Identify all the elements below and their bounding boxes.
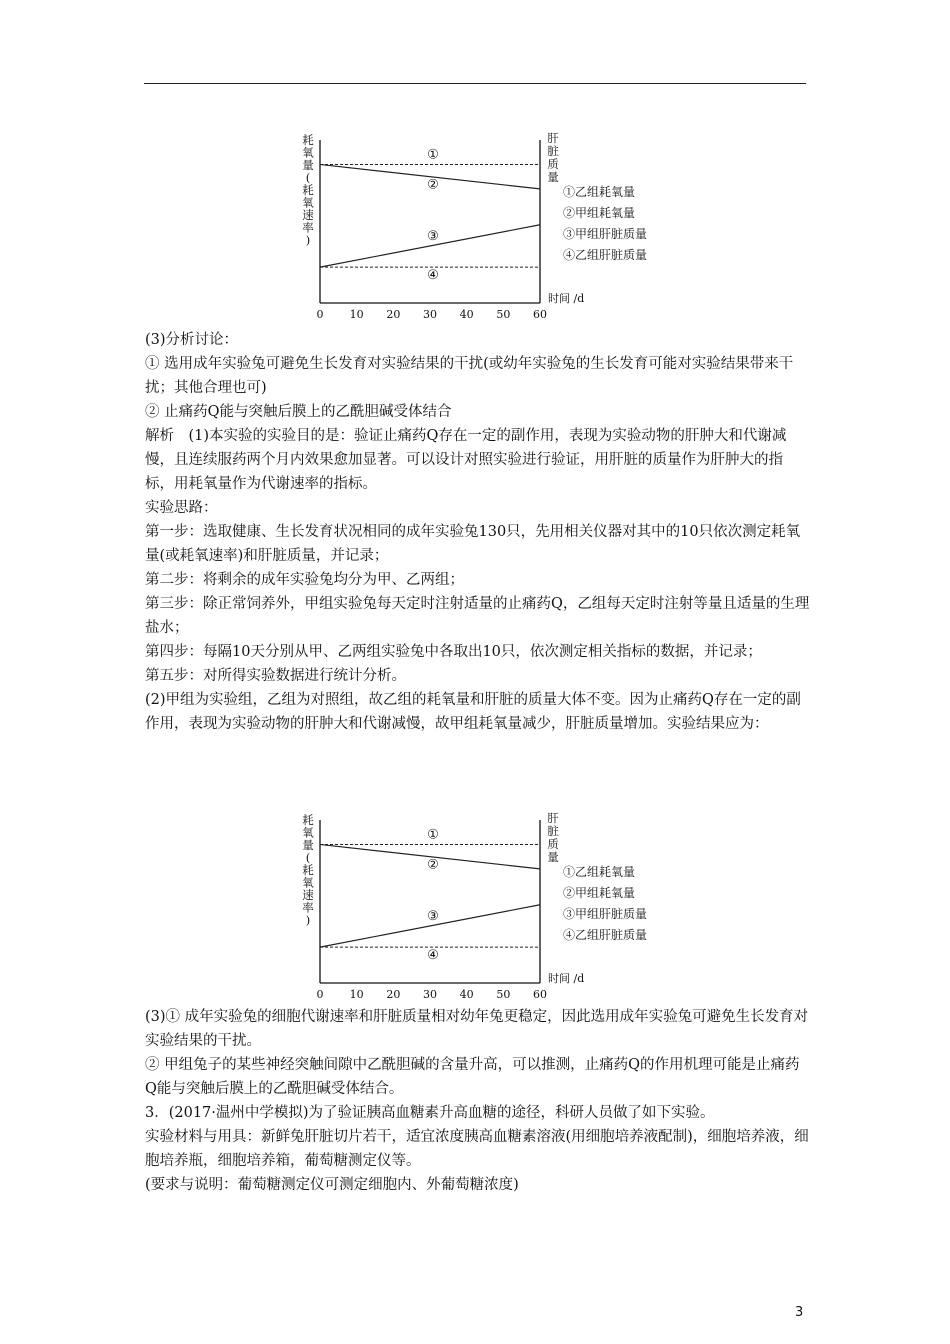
y-axis-label-left-char: 率 bbox=[302, 900, 314, 915]
legend-entry: ①乙组耗氧量 bbox=[563, 865, 636, 879]
y-axis-label-right-char: 肝 bbox=[547, 131, 559, 145]
y-axis-label-left-char: 氧 bbox=[302, 825, 314, 840]
y-axis-label-left-char: 耗 bbox=[302, 863, 314, 877]
paragraph: ② 甲组兔子的某些神经突触间隙中乙酰胆碱的含量升高，可以推测，止痛药Q的作用机理可能是止痛药Q能与突触后膜上的乙酰胆碱受体结合。 bbox=[145, 1057, 800, 1097]
x-tick-label: 0 bbox=[316, 308, 324, 321]
x-tick-label: 50 bbox=[496, 308, 511, 321]
y-axis-label-left-char: 耗 bbox=[302, 813, 314, 827]
x-tick-label: 60 bbox=[533, 988, 547, 1001]
legend-entry: ③甲组肝脏质量 bbox=[563, 907, 648, 921]
y-axis-label-right-char: 肝 bbox=[547, 811, 559, 825]
series-marker-label: ① bbox=[427, 827, 439, 843]
legend-entry: ③甲组肝脏质量 bbox=[563, 227, 648, 241]
x-axis-label: 时间 /d bbox=[548, 292, 585, 305]
legend-entry: ①乙组耗氧量 bbox=[563, 185, 636, 199]
y-axis-label-right-char: 脏 bbox=[547, 144, 559, 158]
legend-entry: ④乙组肝脏质量 bbox=[563, 248, 648, 262]
y-axis-label-left-char: ) bbox=[305, 233, 311, 247]
y-axis-label-left-char: ) bbox=[305, 913, 311, 927]
x-tick-label: 0 bbox=[316, 988, 324, 1001]
text-block-1 bbox=[145, 328, 810, 736]
x-tick-label: 20 bbox=[386, 308, 401, 321]
x-tick-label: 30 bbox=[423, 308, 437, 321]
paragraph: (2)甲组为实验组，乙组为对照组，故乙组的耗氧量和肝脏的质量大体不变。因为止痛药Q存在一定的副作用，表现为实验动物的肝肿大和代谢减慢，故甲组耗氧量减少，肝脏质量增加。实验结果应为： bbox=[145, 692, 801, 732]
paragraph: (3)分析讨论： bbox=[145, 332, 239, 348]
paragraph: 实验思路： bbox=[145, 500, 218, 516]
x-tick-label: 20 bbox=[386, 988, 401, 1001]
paragraph: 第四步：每隔10天分别从甲、乙两组实验兔中各取出10只，依次测定相关指标的数据，并记录； bbox=[145, 644, 762, 660]
page-number: 3 bbox=[795, 1305, 804, 1320]
paragraph: (要求与说明：葡萄糖测定仪可测定细胞内、外葡萄糖浓度) bbox=[145, 1177, 519, 1193]
series-marker-label: ④ bbox=[427, 948, 439, 964]
paragraph: ① 选用成年实验兔可避免生长发育对实验结果的干扰(或幼年实验兔的生长发育可能对实验结果带来干扰；其他合理也可) bbox=[145, 356, 794, 396]
y-axis-label-left-char: 速 bbox=[302, 208, 314, 222]
paragraph: 第三步：除正常饲养外，甲组实验兔每天定时注射适量的止痛药Q，乙组每天定时注射等量且适量的生理盐水； bbox=[145, 596, 810, 636]
paragraph: 3．(2017·温州中学模拟)为了验证胰高血糖素升高血糖的途径，科研人员做了如下实验。 bbox=[145, 1105, 715, 1121]
x-tick-label: 40 bbox=[459, 988, 474, 1001]
y-axis-label-right-char: 量 bbox=[547, 850, 559, 864]
x-tick-label: 10 bbox=[349, 988, 364, 1001]
y-axis-label-left-char: 氧 bbox=[302, 145, 314, 160]
x-axis-label: 时间 /d bbox=[548, 972, 585, 985]
y-axis-label-left-char: 量 bbox=[302, 838, 314, 852]
paragraph: 第一步：选取健康、生长发育状况相同的成年实验兔130只，先用相关仪器对其中的10只依次测定耗氧量(或耗氧速率)和肝脏质量，并记录； bbox=[145, 524, 801, 564]
y-axis-label-right-char: 质 bbox=[547, 157, 559, 171]
x-tick-label: 60 bbox=[533, 308, 547, 321]
chart-svg bbox=[290, 810, 680, 1010]
paragraph: 实验材料与用具：新鲜兔肝脏切片若干，适宜浓度胰高血糖素溶液(用细胞培养液配制)，细胞培养液，细胞培养瓶，细胞培养箱，葡萄糖测定仪等。 bbox=[145, 1129, 809, 1169]
y-axis-label-left-char: 耗 bbox=[302, 183, 314, 197]
y-axis-label-right-char: 脏 bbox=[547, 824, 559, 838]
paragraph: (3)① 成年实验兔的细胞代谢速率和肝脏质量相对幼年兔更稳定，因此选用成年实验兔可避免生长发育对实验结果的干扰。 bbox=[145, 1009, 809, 1049]
y-axis-label-left-char: 量 bbox=[302, 158, 314, 172]
y-axis-label-left-char: 氧 bbox=[302, 195, 314, 210]
chart-result-1 bbox=[290, 130, 680, 330]
y-axis-label-left-char: 速 bbox=[302, 888, 314, 902]
series-marker-label: ④ bbox=[427, 268, 439, 284]
paragraph: 第五步：对所得实验数据进行统计分析。 bbox=[145, 668, 406, 684]
y-axis-label-left-char: ( bbox=[305, 170, 311, 185]
series-marker-label: ② bbox=[427, 177, 439, 193]
paragraph: 第二步：将剩余的成年实验兔均分为甲、乙两组； bbox=[145, 572, 464, 588]
y-axis-label-left-char: ( bbox=[305, 850, 311, 865]
legend-entry: ②甲组耗氧量 bbox=[563, 206, 636, 220]
series-marker-label: ② bbox=[427, 857, 439, 873]
x-tick-label: 40 bbox=[459, 308, 474, 321]
x-tick-label: 10 bbox=[349, 308, 364, 321]
chart-result-2 bbox=[290, 810, 680, 1010]
legend-entry: ④乙组肝脏质量 bbox=[563, 928, 648, 942]
series-marker-label: ① bbox=[427, 147, 439, 163]
text-block-2 bbox=[145, 1005, 810, 1197]
y-axis-label-left-char: 氧 bbox=[302, 875, 314, 890]
paragraph: ② 止痛药Q能与突触后膜上的乙酰胆碱受体结合 bbox=[145, 404, 452, 420]
x-tick-label: 50 bbox=[496, 988, 511, 1001]
series-marker-label: ③ bbox=[427, 228, 439, 244]
series-marker-label: ③ bbox=[427, 908, 439, 924]
chart-svg bbox=[290, 130, 680, 330]
y-axis-label-left-char: 率 bbox=[302, 220, 314, 235]
y-axis-label-right-char: 量 bbox=[547, 170, 559, 184]
paragraph: 解析 (1)本实验的实验目的是：验证止痛药Q存在一定的副作用，表现为实验动物的肝肿大和代谢减慢，且连续服药两个月内效果愈加显著。可以设计对照实验进行验证，用肝脏的质量作为肝肿大的指标，用耗氧量作为代谢速率的指标。 bbox=[145, 428, 787, 492]
x-tick-label: 30 bbox=[423, 988, 437, 1001]
header-rule bbox=[144, 83, 806, 84]
legend-entry: ②甲组耗氧量 bbox=[563, 886, 636, 900]
y-axis-label-right-char: 质 bbox=[547, 837, 559, 851]
y-axis-label-left-char: 耗 bbox=[302, 133, 314, 147]
